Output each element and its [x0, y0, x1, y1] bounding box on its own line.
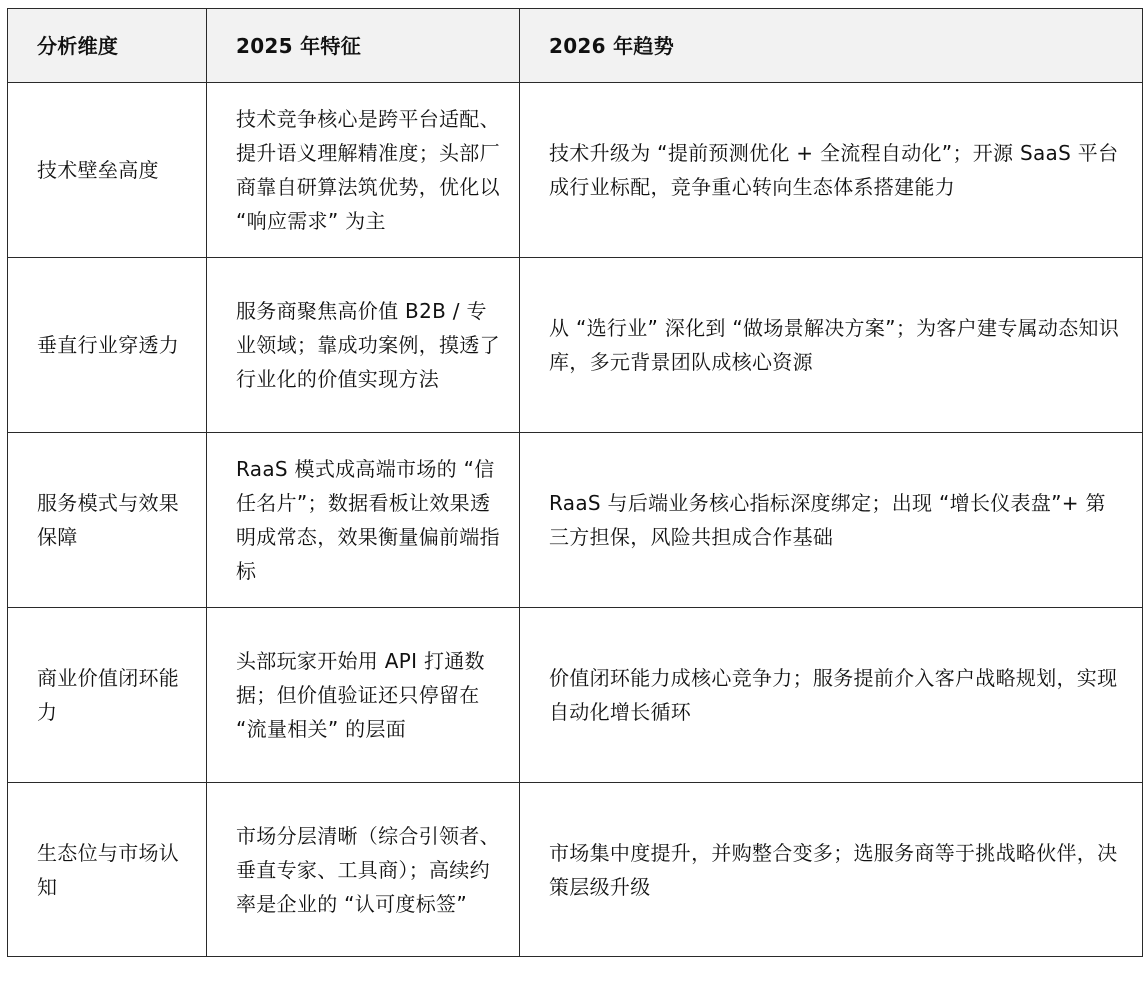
row-dimension: 服务模式与效果保障: [8, 433, 207, 608]
row-2025-feature: 技术竞争核心是跨平台适配、提升语义理解精准度；头部厂商靠自研算法筑优势，优化以 “响应需求” 为主: [207, 83, 520, 258]
header-dimension: 分析维度: [8, 9, 207, 83]
row-2025-feature: 服务商聚焦高价值 B2B / 专业领域；靠成功案例，摸透了行业化的价值实现方法: [207, 258, 520, 433]
header-2026-trends: 2026 年趋势: [520, 9, 1143, 83]
comparison-table: [7, 8, 1143, 957]
table-row: [8, 83, 1143, 258]
header-2025-features: 2025 年特征: [207, 9, 520, 83]
table-row: [8, 783, 1143, 957]
table-row: [8, 258, 1143, 433]
row-dimension: 商业价值闭环能力: [8, 608, 207, 783]
table-row: [8, 608, 1143, 783]
row-dimension: 生态位与市场认知: [8, 783, 207, 957]
row-dimension: 垂直行业穿透力: [8, 258, 207, 433]
row-2026-trend: 市场集中度提升，并购整合变多；选服务商等于挑战略伙伴，决策层级升级: [520, 783, 1143, 957]
row-2026-trend: 技术升级为 “提前预测优化 + 全流程自动化”；开源 SaaS 平台成行业标配，竞争重心转向生态体系搭建能力: [520, 83, 1143, 258]
row-2026-trend: 从 “选行业” 深化到 “做场景解决方案”；为客户建专属动态知识库，多元背景团队成核心资源: [520, 258, 1143, 433]
row-2026-trend: 价值闭环能力成核心竞争力；服务提前介入客户战略规划，实现自动化增长循环: [520, 608, 1143, 783]
row-2026-trend: RaaS 与后端业务核心指标深度绑定；出现 “增长仪表盘”+ 第三方担保，风险共担成合作基础: [520, 433, 1143, 608]
header-row: [8, 9, 1143, 83]
row-2025-feature: 头部玩家开始用 API 打通数据；但价值验证还只停留在 “流量相关” 的层面: [207, 608, 520, 783]
row-2025-feature: 市场分层清晰（综合引领者、垂直专家、工具商）；高续约率是企业的 “认可度标签”: [207, 783, 520, 957]
row-2025-feature: RaaS 模式成高端市场的 “信任名片”；数据看板让效果透明成常态，效果衡量偏前端指标: [207, 433, 520, 608]
table-row: [8, 433, 1143, 608]
row-dimension: 技术壁垒高度: [8, 83, 207, 258]
